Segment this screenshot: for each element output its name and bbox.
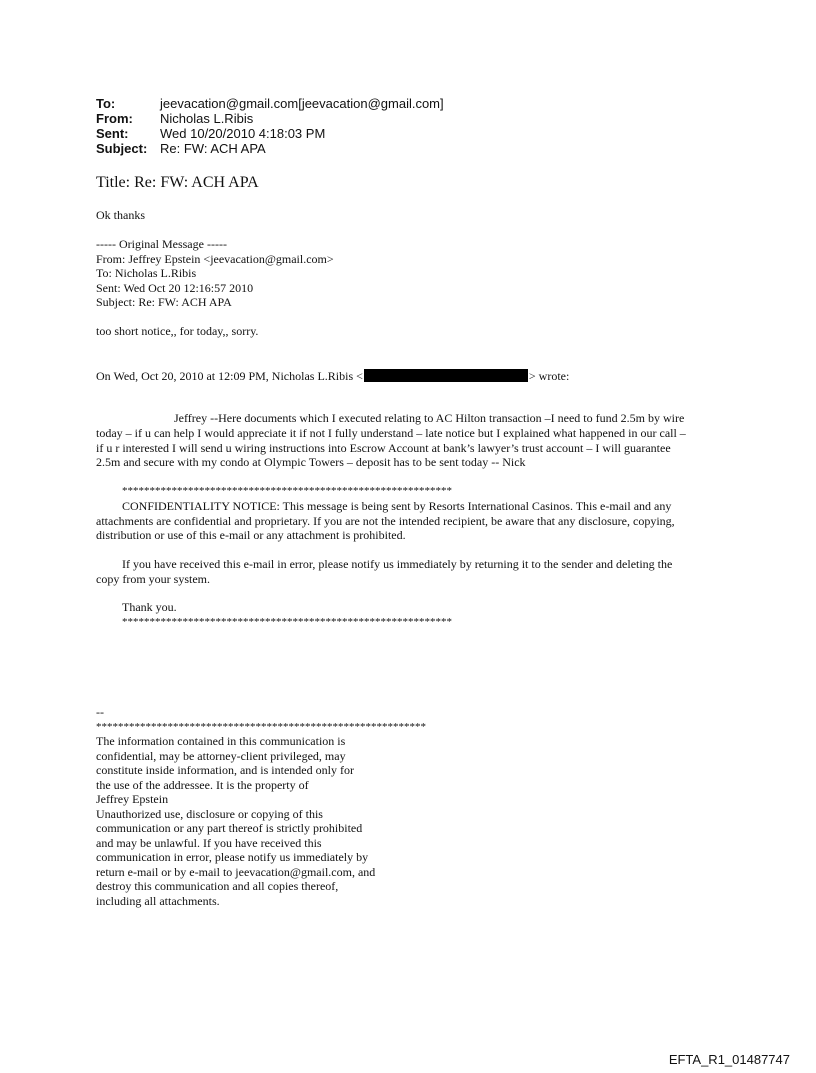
notice-line: CONFIDENTIALITY NOTICE: This message is being sent by Resorts International Casinos. This e-mail and any — [122, 498, 672, 513]
signature-line: return e-mail or by e-mail to jeevacation@gmail.com, and — [96, 864, 376, 879]
body-line: 2.5m and secure with my condo at Olympic Towers – deposit has to be sent today -- Nick — [96, 455, 526, 470]
original-message-text: too short notice,, for today,, sorry. — [96, 324, 259, 338]
sent-value: Wed 10/20/2010 4:18:03 PM — [160, 126, 326, 141]
to-label: To: — [96, 96, 116, 111]
thanks-block — [96, 600, 736, 630]
signature-line: the use of the addressee. It is the property of — [96, 777, 309, 792]
notice-line: distribution or use of this e-mail or any attachment is prohibited. — [96, 528, 406, 543]
signature-line: and may be unlawful. If you have received this — [96, 835, 322, 850]
to-row — [96, 96, 444, 111]
subject-label: Subject: — [96, 141, 148, 156]
quote-intro-before: On Wed, Oct 20, 2010 at 12:09 PM, Nicholas L.Ribis < — [96, 369, 363, 383]
original-to: To: Nicholas L.Ribis — [96, 266, 197, 280]
notice-line: attachments are confidential and proprietary. If you are not the intended recipient, be aware that any disclosure, copying, — [96, 513, 675, 528]
from-value: Nicholas L.Ribis — [160, 111, 254, 126]
reply-text: Ok thanks — [96, 208, 145, 222]
to-value[interactable]: jeevacation@gmail.com[jeevacation@gmail.com] — [160, 96, 444, 111]
from-label: From: — [96, 111, 133, 126]
email-header — [96, 96, 444, 156]
subject-value: Re: FW: ACH APA — [160, 141, 266, 156]
signature-line: including all attachments. — [96, 893, 220, 908]
body-line: Jeffrey --Here documents which I executed relating to AC Hilton transaction –I need to fund 2.5m by wire — [174, 411, 685, 425]
email-title: Title: Re: FW: ACH APA — [96, 174, 259, 191]
stars-divider: ************************************************************ — [122, 485, 452, 497]
error-line: copy from your system. — [96, 571, 210, 586]
signature-line: confidential, may be attorney-client privileged, may — [96, 748, 346, 763]
subject-row — [96, 141, 444, 156]
original-subject: Subject: Re: FW: ACH APA — [96, 295, 232, 309]
original-sent: Sent: Wed Oct 20 12:16:57 2010 — [96, 280, 254, 295]
quoted-body — [96, 411, 736, 470]
signature-block — [96, 705, 426, 908]
stars-divider-end: ************************************************************ — [122, 615, 452, 628]
quote-intro — [96, 369, 569, 384]
signature-line: communication in error, please notify us immediately by — [96, 850, 369, 864]
signature-line: Jeffrey Epstein — [96, 792, 169, 806]
signature-stars: ************************************************************ — [96, 720, 426, 733]
signature-line: Unauthorized use, disclosure or copying of this — [96, 806, 323, 821]
signature-line: constitute inside information, and is intended only for — [96, 763, 354, 777]
redaction-bar — [364, 369, 528, 382]
original-message — [96, 237, 334, 310]
error-line: If you have received this e-mail in error, please notify us immediately by returning it to the sender and deleting the — [122, 557, 673, 571]
body-line: today – if u can help I would appreciate it if not I fully understand – late notice but I explained what happened in our call – — [96, 425, 686, 440]
body-line: if u r interested I will send u wiring instructions into Escrow Account at bank’s lawyer’s trust account – I will guarantee — [96, 440, 671, 455]
original-from: From: Jeffrey Epstein <jeevacation@gmail.com> — [96, 251, 334, 266]
sent-label: Sent: — [96, 126, 129, 141]
signature-line: communication or any part thereof is strictly prohibited — [96, 821, 363, 835]
signature-line: destroy this communication and all copies thereof, — [96, 879, 339, 893]
original-marker: ----- Original Message ----- — [96, 237, 227, 251]
signature-line: The information contained in this communication is — [96, 734, 346, 748]
sent-row — [96, 126, 444, 141]
thanks-text: Thank you. — [122, 600, 177, 614]
error-notice — [96, 557, 736, 587]
from-row — [96, 111, 444, 126]
signature-dash: -- — [96, 705, 104, 719]
quote-intro-after: > wrote: — [528, 369, 570, 383]
confidentiality-notice — [96, 484, 736, 543]
document-id: EFTA_R1_01487747 — [668, 1052, 790, 1067]
